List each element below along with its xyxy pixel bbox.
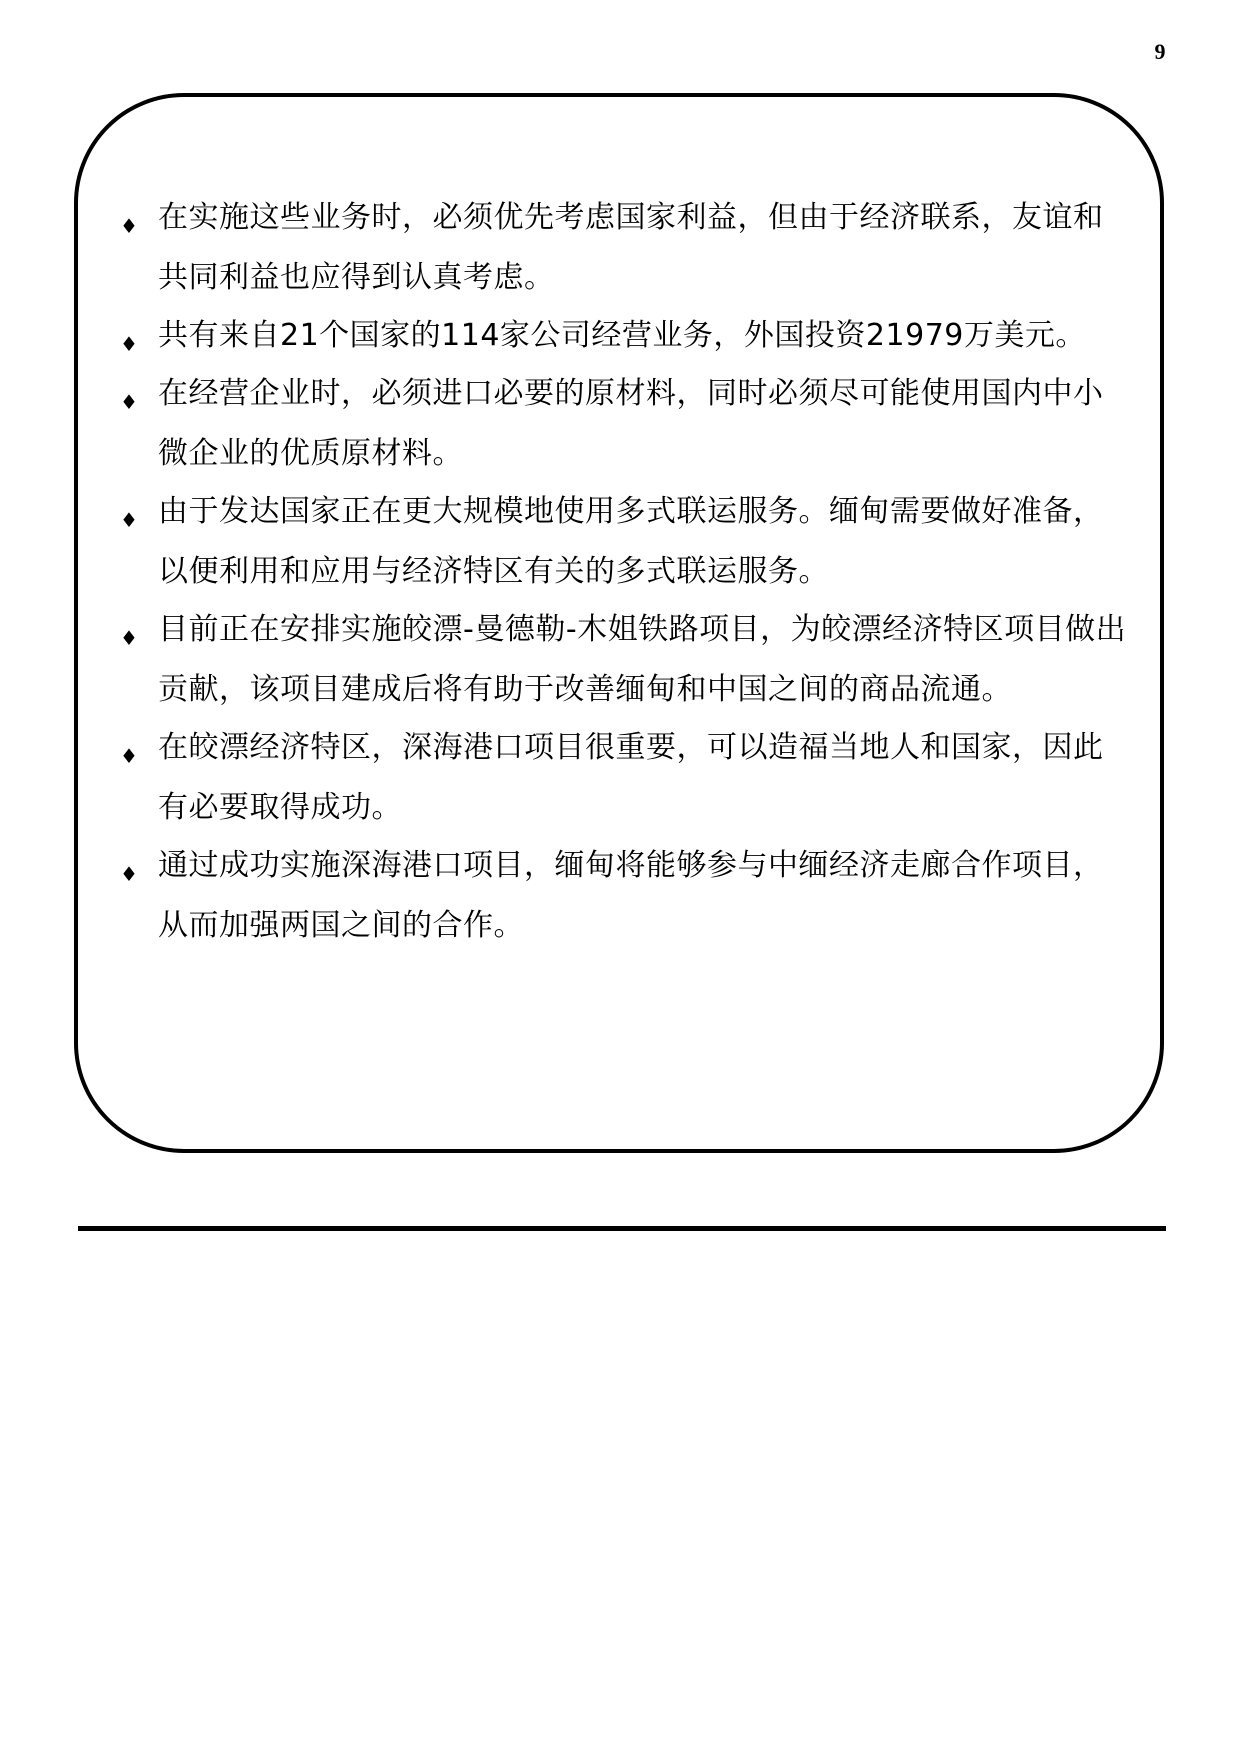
diamond-bullet-icon: ♦ <box>120 744 139 768</box>
diamond-bullet-icon: ♦ <box>120 214 139 238</box>
list-item <box>120 482 1130 602</box>
list-item <box>120 306 1130 366</box>
diamond-bullet-icon: ♦ <box>120 390 139 414</box>
list-item-text: 在实施这些业务时，必须优先考虑国家利益，但由于经济联系，友谊和共同利益也应得到认真考虑。 <box>158 200 1104 295</box>
list-item <box>120 600 1130 720</box>
diamond-bullet-icon: ♦ <box>120 626 139 650</box>
list-item-text: 在经营企业时，必须进口必要的原材料，同时必须尽可能使用国内中小微企业的优质原材料。 <box>158 376 1104 471</box>
list-item-text: 通过成功实施深海港口项目，缅甸将能够参与中缅经济走廊合作项目，从而加强两国之间的合作。 <box>158 848 1104 943</box>
list-item <box>120 364 1130 484</box>
diamond-bullet-icon: ♦ <box>120 862 139 886</box>
diamond-bullet-icon: ♦ <box>120 332 139 356</box>
list-item-text: 由于发达国家正在更大规模地使用多式联运服务。缅甸需要做好准备，以便利用和应用与经济特区有关的多式联运服务。 <box>158 494 1104 589</box>
list-item <box>120 836 1130 956</box>
horizontal-rule <box>78 1226 1166 1231</box>
list-item-text: 共有来自21个国家的114家公司经营业务，外国投资21979万美元。 <box>158 318 1086 353</box>
list-item-text: 在皎漂经济特区，深海港口项目很重要，可以造福当地人和国家，因此有必要取得成功。 <box>158 730 1104 825</box>
bullet-list <box>120 188 1130 954</box>
page-number: 9 <box>1154 39 1166 64</box>
list-item <box>120 188 1130 308</box>
diamond-bullet-icon: ♦ <box>120 508 139 532</box>
list-item <box>120 718 1130 838</box>
list-item-text: 目前正在安排实施皎漂-曼德勒-木姐铁路项目，为皎漂经济特区项目做出贡献，该项目建成后将有助于改善缅甸和中国之间的商品流通。 <box>158 612 1127 707</box>
